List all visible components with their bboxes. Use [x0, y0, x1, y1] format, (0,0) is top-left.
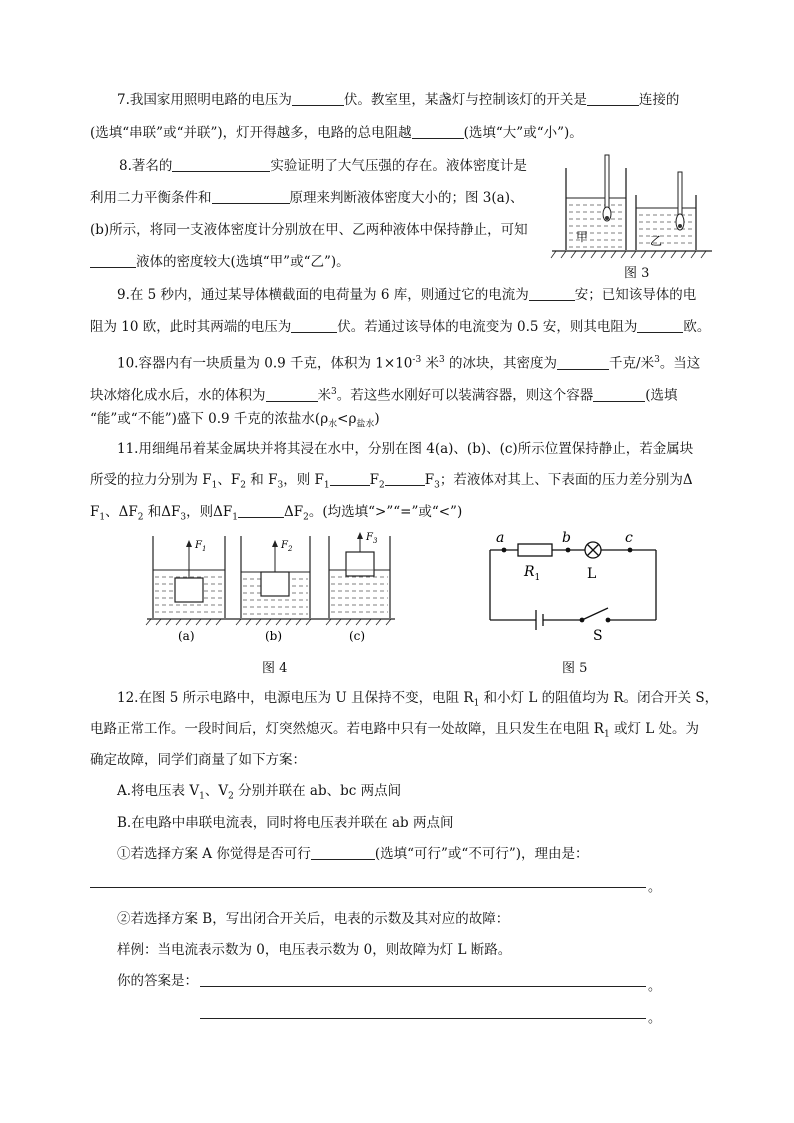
figure-3-beaker-a — [566, 155, 626, 250]
q8-line4: 液体的密度较大(选填“甲”或“乙”)。 — [90, 253, 350, 271]
q11-line3: $F_1$、$\Delta F_2$ 和$\Delta F_3$，则$\Delta F_1$ $\Delta F_2$。(均选填“>”“=”或“<”) — [90, 504, 463, 523]
q12-answer-label: 你的答案是： — [117, 973, 198, 989]
q8-line1: 8.著名的 实验证明了大气压强的存在。液体密度计是 — [119, 158, 527, 174]
q8-line2: 利用二力平衡条件和 原理来判断液体密度大小的；图 3(a)、 — [90, 190, 524, 206]
q9-line2: 阻为 10 欧，此时其两端的电压为 伏。若通过该导体的电流变为 0.5 安，则其电阻为 欧。 — [90, 319, 711, 335]
q10-line3: “能”或“不能”)盛下 0.9 千克的浓盐水$(\rho_水<\rho_{盐水})$ — [90, 411, 380, 430]
figure-4-panel-b — [241, 536, 310, 618]
figure-3-label-jia: 甲 — [576, 230, 589, 244]
q12-sub2: ②若选择方案 B，写出闭合开关后，电表的示数及其对应的故障： — [117, 911, 510, 927]
circuit-label-r1: $R_1$ — [524, 564, 541, 583]
figure-4-label-b: (b) — [265, 629, 283, 643]
circuit-label-switch: S — [593, 628, 603, 644]
switch-contact — [606, 618, 611, 623]
figure-3 — [548, 150, 716, 265]
q9-line1: 9.在 5 秒内，通过某导体横截面的电荷量为 6 库，则通过它的电流为 安；已知该导体的电 — [117, 287, 697, 303]
figure-4-panel-a — [153, 536, 225, 618]
figure-3-label-yi: 乙 — [650, 234, 663, 248]
q12-line1: 12.在图 5 所示电路中，电源电压为 U 且保持不变，电阻 $R_1$ 和小灯 L 的阻值均为 R。闭合开关 S， — [117, 690, 719, 709]
q8-line3: (b)所示，将同一支液体密度计分别放在甲、乙两种液体中保持静止，可知 — [90, 222, 528, 238]
figure-4 — [145, 528, 397, 646]
q10-line1: 10.容器内有一块质量为 0.9 千克，体积为 $1\times 10^{-3}$ 米$^3$ 的冰块，其密度为 千克/米$^3$。当这 — [117, 355, 701, 372]
figure-3-beaker-b — [636, 172, 696, 250]
q12-option-a: A.将电压表 $V_1$、$V_2$ 分别并联在 ab、bc 两点间 — [117, 783, 402, 802]
circuit-node-b — [566, 548, 571, 553]
switch-pivot — [580, 618, 585, 623]
q11-blank-f2-f3[interactable] — [385, 471, 425, 486]
figure-5-caption: 图 5 — [562, 661, 588, 676]
q7-line1: 7.我国家用照明电路的电压为 伏。教室里，某盏灯与控制该灯的开关是 连接的 — [117, 92, 680, 108]
q11-line2: 所受的拉力分别为 $F_1$、$F_2$ 和 $F_3$，则 $F_1$ $F_2$ $F_3$；若液体对其上、下表面的压力差分别为Δ — [90, 472, 693, 491]
q12-answer-period-1: 。 — [648, 979, 662, 994]
q12-option-b: B.在电路中串联电流表，同时将电压表并联在 ab 两点间 — [117, 815, 454, 831]
q9-blank-current[interactable] — [529, 286, 575, 301]
q11-blank-delta[interactable] — [238, 503, 284, 518]
q9-blank-voltage[interactable] — [291, 318, 337, 333]
q11-line1: 11.用细绳吊着某金属块并将其浸在水中，分别在图 4(a)、(b)、(c)所示位置保持静止，若金属块 — [117, 441, 694, 457]
q12-example: 样例：当电流表示数为 0，电压表示数为 0，则故障为灯 L 断路。 — [117, 942, 512, 958]
figure-4-panel-c — [329, 532, 390, 618]
circuit-label-b: b — [562, 530, 571, 546]
q7-blank-connection[interactable] — [587, 91, 639, 106]
q9-blank-resistance[interactable] — [637, 318, 683, 333]
circuit-label-a: a — [496, 530, 505, 546]
q7-blank-voltage[interactable] — [292, 91, 344, 106]
q8-blank-principle[interactable] — [212, 189, 290, 204]
figure-4-caption: 图 4 — [262, 661, 288, 676]
q12-answer-period-2: 。 — [648, 1011, 662, 1026]
circuit-label-lamp: L — [587, 566, 597, 582]
q10-line2: 块冰熔化成水后，水的体积为 米$^3$。若这些水刚好可以装满容器，则这个容器 (选填 — [90, 387, 678, 404]
q10-blank-density[interactable] — [557, 355, 609, 370]
circuit-label-c: c — [625, 530, 633, 546]
q7-line2: (选填“串联”或“并联”)，灯开得越多，电路的总电阻越 (选填“大”或“小”)。 — [90, 125, 583, 141]
q11-blank-f1-f2[interactable] — [330, 471, 370, 486]
q12-sub1: ①若选择方案 A 你觉得是否可行 (选填“可行”或“不可行”)，理由是： — [117, 846, 589, 862]
figure-3-caption: 图 3 — [624, 266, 650, 281]
q12-reason-line[interactable] — [90, 887, 646, 888]
figure-4-force-f3: $F_3$ — [366, 532, 378, 545]
figure-4-force-f2: $F_2$ — [281, 540, 293, 553]
q12-reason-period: 。 — [648, 880, 662, 895]
q12-line3: 确定故障，同学们商量了如下方案： — [90, 752, 306, 768]
q12-line2: 电路正常工作。一段时间后，灯突然熄灭。若电路中只有一处故障，且只发生在电阻 $R_1$ 或灯 L 处。为 — [90, 721, 700, 740]
q12-answer-line-1[interactable] — [200, 986, 646, 987]
circuit-node-c — [628, 548, 633, 553]
q12-blank-feasible[interactable] — [311, 845, 375, 860]
q12-answer-line-2[interactable] — [200, 1018, 646, 1019]
figure-4-force-f1: $F_1$ — [195, 540, 207, 553]
q10-blank-can[interactable] — [593, 387, 645, 402]
q8-blank-experiment[interactable] — [172, 157, 270, 172]
figure-4-label-a: (a) — [178, 629, 195, 643]
q7-blank-resistance[interactable] — [412, 124, 464, 139]
circuit-node-a — [502, 548, 507, 553]
q10-blank-volume[interactable] — [266, 387, 318, 402]
figure-5-circuit — [480, 528, 670, 648]
q8-blank-liquid[interactable] — [90, 253, 136, 268]
figure-4-label-c: (c) — [349, 629, 366, 643]
